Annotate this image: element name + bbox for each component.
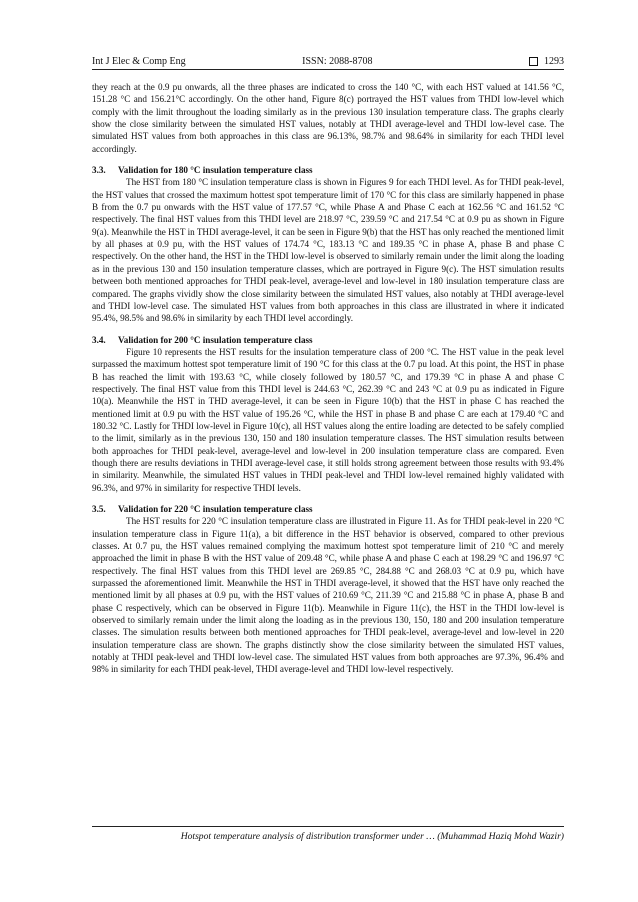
section-number: 3.5. (92, 504, 106, 514)
page-number-group (489, 56, 564, 67)
section-title: Validation for 220 °C insulation temperature class (118, 504, 313, 514)
page-header (92, 56, 564, 70)
section-paragraph-3-5: The HST results for 220 °C insulation temperature class are illustrated in Figure 11. As for THDI peak-level in 220 °C insulation temperature class in Figure 11(a), a bit difference in the HST behavior is observed, compared to other previous classes. At 0.7 pu, the HST values remained complying the maximum hottest spot temperature limit of 210 °C and merely approached the limit in phase B with the HST value of 209.48 °C, while phase A and phase C each at 198.29 °C and 196.97 °C respectively. The final HST values from this THDI level are 269.85 °C, 284.88 °C and 268.03 °C at 0.9 pu, which have surpassed the aforementioned limit. Meanwhile the HST in THDI average-level, it showed that the HST have only reached the mentioned limit by all phases at 0.9 pu, with the HST values of 210.69 °C, 211.39 °C and 215.88 °C in phase A, phase B and phase C respectively, which can be observed in Figure 11(b). Meanwhile in Figure 11(c), the HST in the THDI low-level is observed to similarly remain under the limit along the loading as in the previous 130, 150, 180 and 200 insulation temperature classes. The simulation results between both mentioned approaches for THDI peak-level, average-level and low-level in 220 insulation temperature class are shown. The graphs distinctly show the close similarity between the simulated HST values, notably at THDI peak-level and THDI low-level case. The simulated HST values from both approaches are 97.3%, 96.4% and 98% in similarity for each THDI peak-level, THDI average-level and THDI low-level respectively. (92, 516, 564, 675)
section-paragraph-3-3: The HST from 180 °C insulation temperature class is shown in Figures 9 for each THDI level. As for THDI peak-level, the HST values that crossed the maximum hottest spot temperature limit of 170 °C for this class are similarly happened in phase B from the 0.7 pu onwards with the HST value of 177.57 °C, while Phase A and Phase C each at 162.56 °C and 161.52 °C respectively. The final HST values from this THDI level are 218.97 °C, 239.59 °C and 217.54 °C at 0.9 pu as shown in Figure 9(a). Meanwhile the HST in THDI average-level, it can be seen in Figure 9(b) that the HST has only reached the mentioned limit by all phases at 0.9 pu, with the HST values of 174.74 °C, 183.13 °C and 189.35 °C in phase A, phase B and phase C respectively. On the other hand, the HST in the THDI low-level is observed to similarly remain under the limit along the loading as in the previous 130 and 150 insulation temperature classes, which are portrayed in Figure 9(c). The HST simulation results between both mentioned approaches for THDI peak-level, average-level and low-level in 180 insulation temperature class are compared. The graphs vividly show the close similarity between the simulated HST values, also notably at THDI average-level and THDI low-level case. The simulated HST values from both approaches in this class are illustrated in where it indicated 95.4%, 98.5% and 98.6% in similarity by each THDI level accordingly. (92, 177, 564, 324)
section-number: 3.3. (92, 165, 106, 176)
section-heading-3-3 (92, 164, 564, 176)
section-heading-3-4 (92, 334, 564, 346)
page-footer (92, 826, 564, 842)
square-bullet-icon (529, 57, 538, 66)
intro-paragraph: they reach at the 0.9 pu onwards, all the three phases are indicated to cross the 140 °C, with each HST valued at 141.56 °C, 151.28 °C and 156.21°C accordingly. On the other hand, Figure 8(c) portrayed the HST values from THDI low-level which comply with the limit throughout the loading similarly as in the previous 130 insulation temperature class. The graphs clearly show the close similarity between the simulated HST values, notably at THDI average-level and THDI low-level case. The simulated HST values from both approaches in this class are 96.13%, 98.7% and 98.64% in similarity for each THDI level accordingly. (92, 82, 564, 154)
issn: ISSN: 2088-8708 (302, 56, 373, 67)
section-title: Validation for 200 °C insulation temperature class (118, 334, 313, 345)
page-number: 1293 (544, 56, 564, 67)
section-paragraph-3-4: Figure 10 represents the HST results for the insulation temperature class of 200 °C. The HST value in the peak level surpassed the maximum hottest spot temperature limit of 190 °C for this class at the 0.7 pu load. At this point, the HST in phase B has reached the limit with 193.63 °C, while closely followed by 180.57 °C, and 179.39 °C in phase A and phase C respectively. The final HST value from this THDI level is 244.63 °C, 262.39 °C and 243 °C at 0.9 pu as indicated in Figure 10(a). Meanwhile the HST in THD average-level, it can be seen in Figure 10(b) that the HST in phase C has reached the mentioned limit at 0.9 pu with the HST value of 195.26 °C, while the HST in phase B and phase C are each at 179.40 °C and 180.32 °C. Lastly for THDI low-level in Figure 10(c), all HST values along the entire loading are detected to be safely complied to the limit, similarly as in the previous 130, 150 and 180 insulation temperature classes. The HST simulation results between both approaches for THDI peak-level, average-level and low-level in 200 insulation temperature class are compared. Even though there are results deviations in THDI average-level case, it still holds strong agreement between those results with 93.4% in similarity. Meanwhile, the simulated HST values in THDI peak-level and THDI low-level remained highly validated with 96.3%, and 97% in similarity for respective THDI levels. (92, 346, 564, 493)
section-heading-3-5 (92, 503, 564, 515)
journal-name: Int J Elec & Comp Eng (92, 56, 186, 67)
page-body (92, 56, 564, 676)
section-title: Validation for 180 °C insulation temperature class (118, 165, 313, 176)
section-number: 3.4. (92, 334, 106, 345)
article-content (92, 81, 564, 676)
running-title: Hotspot temperature analysis of distribution transformer under … (Muhammad Haziq Mohd Wazir) (180, 831, 564, 842)
